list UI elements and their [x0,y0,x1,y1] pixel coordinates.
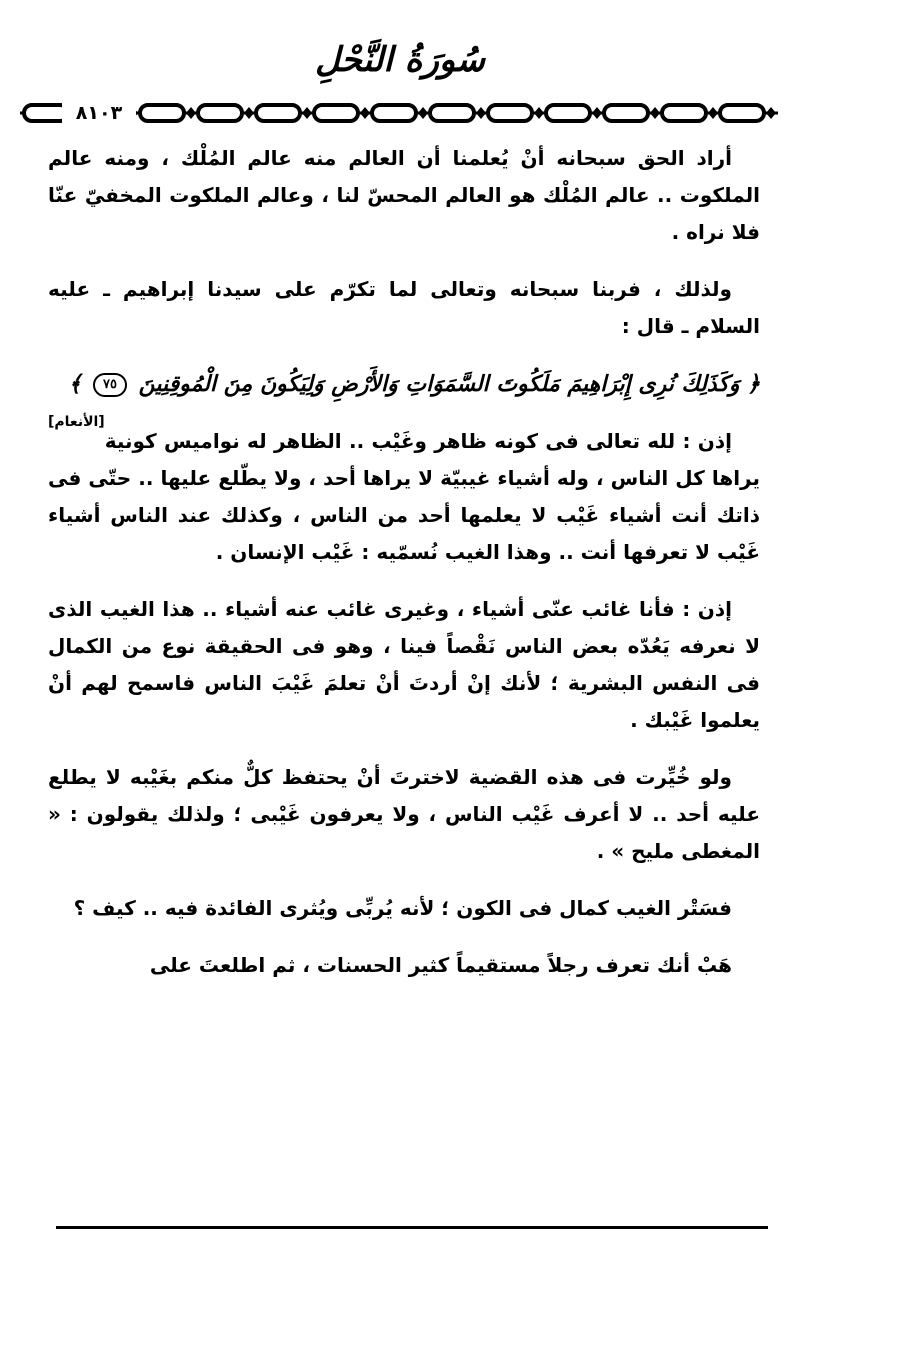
ornament-link [140,105,184,121]
paragraph: ولذلك ، فربنا سبحانه وتعالى لما تكرّم على سيدنا إبراهيم ـ عليه السلام ـ قال : [48,277,760,338]
ornament-link [430,105,474,121]
verse-source: [الأنعام] [48,414,105,430]
body-text [48,140,760,1004]
ornament-diamond [592,107,602,119]
ayah-number-marker: ٧٥ [93,373,127,397]
paragraph: هَبْ أنك تعرف رجلاً مستقيماً كثير الحسنات ، ثم اطلعتَ على [149,953,732,977]
ornament-link [256,105,300,121]
verse-closing-bracket: ﴾ [68,371,82,397]
ornament-diamond [186,107,196,119]
ornament-link [198,105,242,121]
ornament-diamond [244,107,254,119]
ornament-link [372,105,416,121]
page-number: ٨١٠٣ [62,98,136,128]
ornament-diamond [534,107,544,119]
quran-verse [48,365,760,430]
ornament-link [720,105,764,121]
ornament-diamond [766,107,776,119]
ornament-diamond [302,107,312,119]
ornament-link [604,105,648,121]
surah-title: سُورَةُ النَّحْلِ [315,40,485,80]
ornament-link [314,105,358,121]
ornament-link [546,105,590,121]
ornament-diamond [418,107,428,119]
paragraph: إذن : لله تعالى فى كونه ظاهر وغَيْب .. الظاهر له نواميس كونية يراها كل الناس ، وله أشياء غيبيّة لا يراها أحد ، ولا يطّلع عليها .. حتّى فى ذاتك أنت أشياء غَيْب لا يعلمها أحد من الناس ، وكذلك عند الناس أشياء غَيْب لا تعرفها أنت .. وهذا الغيب نُسمّيه : غَيْب الإنسان . [48,429,760,564]
paragraph: إذن : فأنا غائب عنّى أشياء ، وغيرى غائب عنه أشياء .. هذا الغيب الذى لا نعرفه يَعُدّه بعض الناس نَقْصاً فينا ، وهو فى الحقيقة نوع من الكمال فى النفس البشرية ؛ لأنك إنْ أردتَ أنْ تعلمَ غَيْبَ الناس فاسمح لهم أنْ يعلموا غَيْبك . [48,597,760,732]
paragraph: ولو خُيِّرت فى هذه القضية لاخترتَ أنْ يحتفظ كلٌّ منكم بغَيْبه لا يطلع عليه أحد .. لا أعرف غَيْب الناس ، ولا يعرفون غَيْبى ؛ ولذلك يقولون : « المغطى مليح » . [48,765,760,863]
ornament-link [488,105,532,121]
ornament-diamond [650,107,660,119]
verse-text: ﴿ وَكَذَلِكَ نُرِى إِبْرَاهِيمَ مَلَكُوتَ السَّمَوَاتِ وَالأَرْضِ وَلِيَكُونَ مِنَ الْمُوقِنِينَ [138,371,760,397]
ornament-diamond [708,107,718,119]
footer-rule [56,1226,768,1229]
ornament-diamond [476,107,486,119]
paragraph: فسَتْر الغيب كمال فى الكون ؛ لأنه يُربِّى ويُثرى الفائدة فيه .. كيف ؟ [73,896,732,920]
ornament-link [662,105,706,121]
ornament-diamond [360,107,370,119]
paragraph: أراد الحق سبحانه أنْ يُعلمنا أن العالم منه عالم المُلْك ، ومنه عالم الملكوت .. عالم المُلْك هو العالم المحسّ لنا ، وعالم الملكوت المخفيّ عنّا فلا نراه . [48,146,760,244]
